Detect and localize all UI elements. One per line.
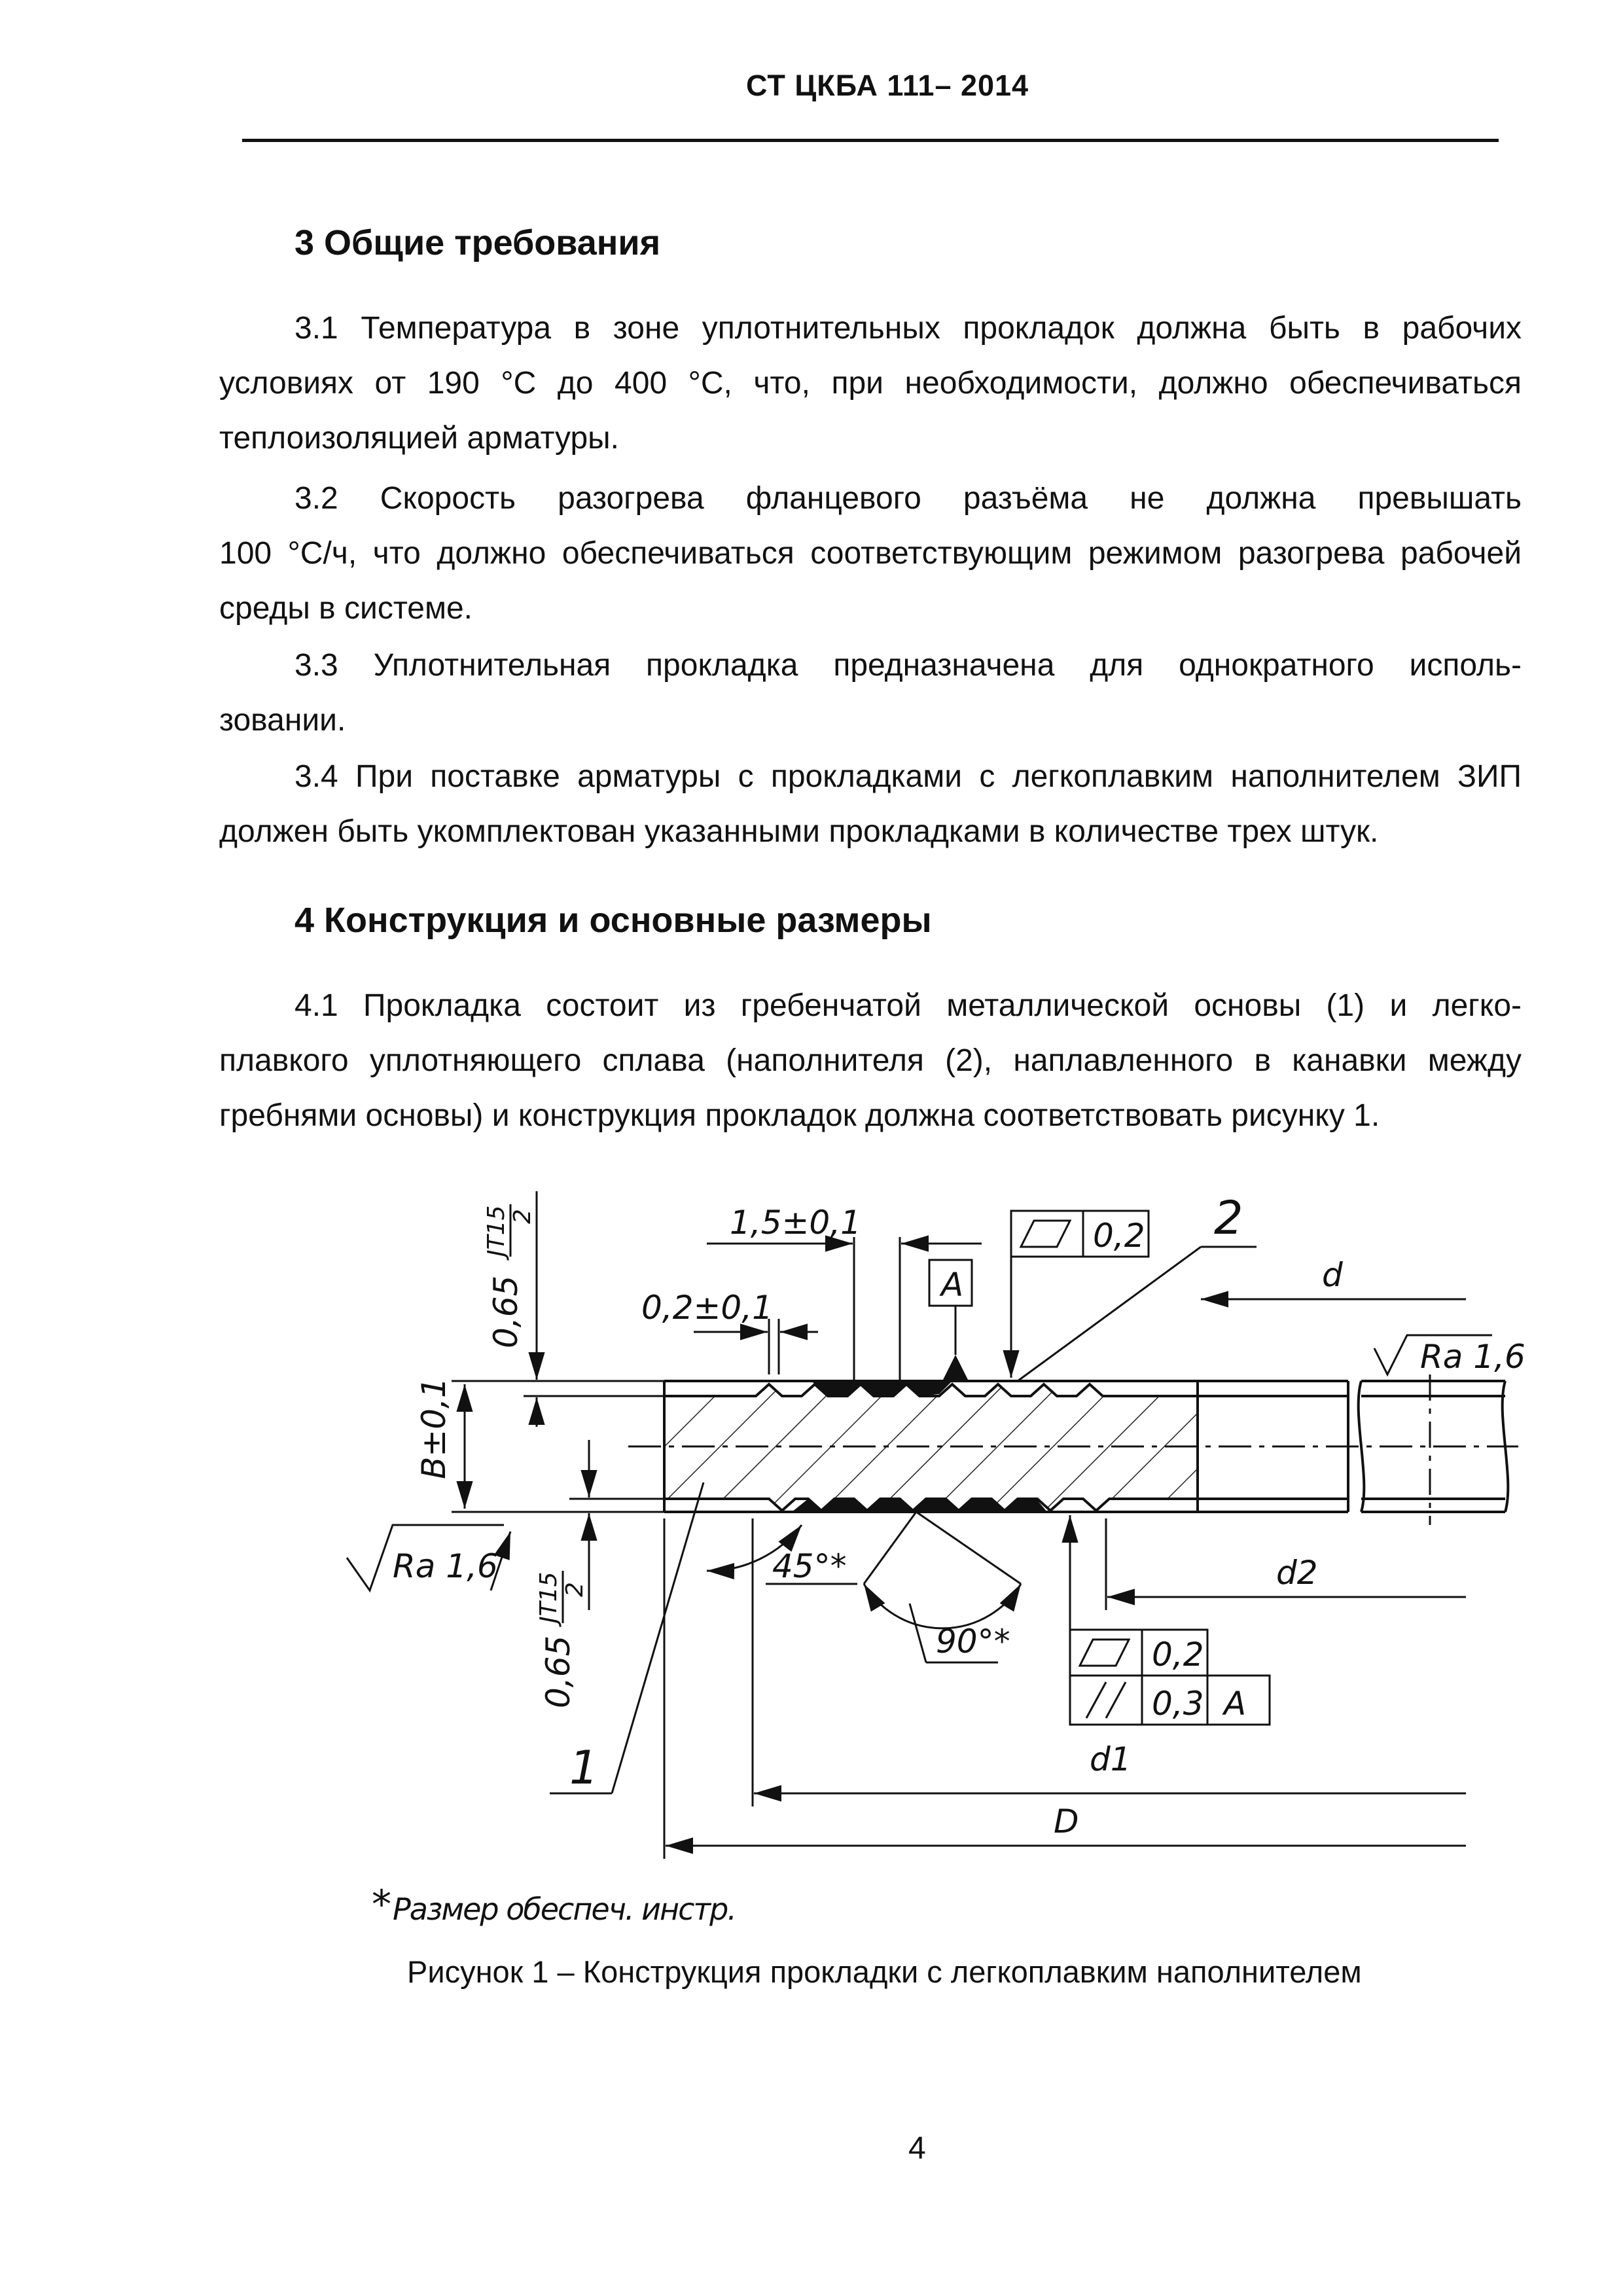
p41-line-3: гребнями основы) и конструкция прокладок должна соответствовать рисунку 1. bbox=[219, 1098, 1380, 1133]
p32-line-2: 100 °С/ч, что должно обеспечиваться соответствующим режимом разогрева рабочей bbox=[219, 536, 1522, 571]
angle-45-label: 45°* bbox=[772, 1547, 847, 1585]
tolerance-top-num: JT15 bbox=[483, 1205, 510, 1257]
section-3-heading: 3 Общие требования bbox=[294, 223, 661, 262]
paragraph-3-1 bbox=[219, 301, 1522, 466]
dim-d2-label: d2 bbox=[1276, 1554, 1318, 1592]
p34-line-1: 3.4 При поставке арматуры с прокладками с легкоплавким наполнителем ЗИП bbox=[294, 759, 1522, 794]
gasket-drawing bbox=[0, 1165, 1623, 1918]
dim-d-label: d bbox=[1322, 1256, 1343, 1294]
dim-top-label: 0,65 bbox=[487, 1275, 525, 1348]
parallelism-value: 0,3 bbox=[1152, 1685, 1204, 1723]
document-code: СТ ЦКБА 111– 2014 bbox=[746, 69, 1029, 102]
header-rule bbox=[242, 139, 1499, 142]
paragraph-4-1 bbox=[219, 978, 1522, 1143]
p31-line-1: 3.1 Температура в зоне уплотнительных прокладок должна быть в рабочих bbox=[294, 311, 1522, 346]
leader-2-label: 2 bbox=[1214, 1191, 1243, 1245]
footnote-text: Размер обеспеч. инстр. bbox=[393, 1892, 736, 1927]
p34-line-2: должен быть укомплектован указанными прокладками в количестве трех штук. bbox=[219, 814, 1379, 849]
flatness-bottom-value: 0,2 bbox=[1152, 1636, 1204, 1674]
tolerance-bottom-num: JT15 bbox=[535, 1571, 562, 1623]
p41-line-2: плавкого уплотняющего сплава (наполнителя (2), наплавленного в канавки между bbox=[219, 1043, 1522, 1078]
leader-1-label: 1 bbox=[569, 1741, 599, 1795]
footnote-star: * bbox=[372, 1882, 390, 1928]
p31-line-3: теплоизоляцией арматуры. bbox=[219, 421, 619, 456]
dim-d1-label: d1 bbox=[1090, 1740, 1132, 1778]
datum-a-label: A bbox=[941, 1266, 964, 1304]
tolerance-top-den: 2 bbox=[509, 1209, 536, 1224]
dim-pitch: 1,5±0,1 bbox=[730, 1204, 861, 1242]
ra-top-label: Ra 1,6 bbox=[1420, 1338, 1525, 1376]
p32-line-1: 3.2 Скорость разогрева фланцевого разъёма не должна превышать bbox=[294, 481, 1522, 516]
page-number: 4 bbox=[908, 2131, 926, 2166]
parallelism-datum: A bbox=[1224, 1685, 1247, 1723]
p31-line-2: условиях от 190 °С до 400 °С, что, при необходимости, должно обеспечиваться bbox=[219, 366, 1522, 401]
p41-line-1: 4.1 Прокладка состоит из гребенчатой металлической основы (1) и легко- bbox=[294, 988, 1522, 1023]
p33-line-1: 3.3 Уплотнительная прокладка предназначена для однократного исполь- bbox=[294, 648, 1522, 683]
paragraph-3-4 bbox=[219, 749, 1522, 859]
p33-line-2: зовании. bbox=[219, 703, 346, 738]
dim-bottom-label: 0,65 bbox=[539, 1635, 577, 1708]
dim-groove: 0,2±0,1 bbox=[641, 1289, 773, 1327]
tolerance-bottom-den: 2 bbox=[562, 1582, 588, 1597]
angle-90-label: 90°* bbox=[936, 1623, 1010, 1660]
figure-caption: Рисунок 1 – Конструкция прокладки с легкоплавким наполнителем bbox=[407, 1954, 1362, 1989]
flatness-top-value: 0,2 bbox=[1093, 1217, 1145, 1255]
ra-bottom-label: Ra 1,6 bbox=[393, 1547, 498, 1585]
section-4-heading: 4 Конструкция и основные размеры bbox=[294, 901, 932, 940]
paragraph-3-2 bbox=[219, 471, 1522, 636]
p32-line-3: среды в системе. bbox=[219, 591, 473, 626]
paragraph-3-3 bbox=[219, 638, 1522, 748]
dim-D-label: D bbox=[1054, 1803, 1079, 1840]
dim-thickness-label: B±0,1 bbox=[415, 1377, 453, 1479]
